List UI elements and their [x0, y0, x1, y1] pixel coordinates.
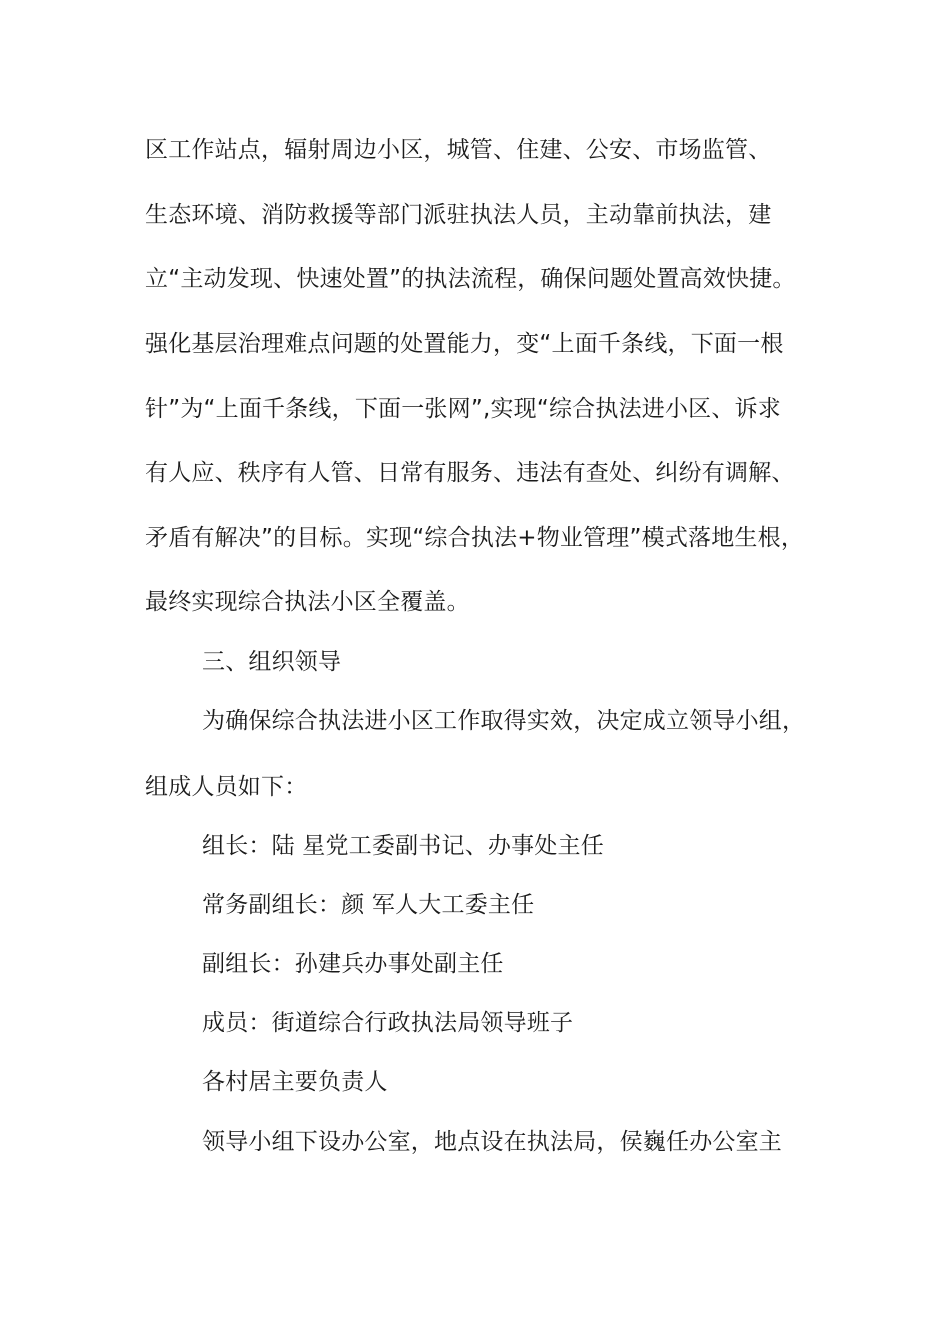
member-line: 组长：陆 星党工委副书记、办事处主任	[202, 833, 604, 859]
member-line: 各村居主要负责人	[202, 1069, 388, 1095]
member-line: 成员：街道综合行政执法局领导班子	[202, 1010, 574, 1036]
text-line: 区工作站点，辐射周边小区，城管、住建、公安、市场监管、	[145, 137, 772, 163]
text-line: 矛盾有解决”的目标。实现“综合执法+物业管理”模式落地生根，	[145, 525, 805, 551]
text-line: 最终实现综合执法小区全覆盖。	[145, 589, 470, 615]
text-line: 领导小组下设办公室，地点设在执法局，侯巍任办公室主	[202, 1129, 782, 1155]
text-line: 为确保综合执法进小区工作取得实效，决定成立领导小组，	[202, 708, 806, 734]
member-line: 常务副组长：颜 军人大工委主任	[202, 892, 535, 918]
text-line: 强化基层治理难点问题的处置能力，变“上面千条线，下面一根	[145, 331, 784, 357]
text-line: 有人应、秩序有人管、日常有服务、违法有查处、纠纷有调解、	[145, 460, 795, 486]
text-line: 组成人员如下：	[145, 774, 308, 800]
member-line: 副组长：孙建兵办事处副主任	[202, 951, 504, 977]
text-line: 生态环境、消防救援等部门派驻执法人员，主动靠前执法，建	[145, 202, 772, 228]
section-heading: 三、组织领导	[202, 649, 342, 675]
text-line: 针”为“上面千条线，下面一张网”,实现“综合执法进小区、诉求	[145, 396, 781, 422]
text-line: 立“主动发现、快速处置”的执法流程，确保问题处置高效快捷。	[145, 266, 796, 292]
